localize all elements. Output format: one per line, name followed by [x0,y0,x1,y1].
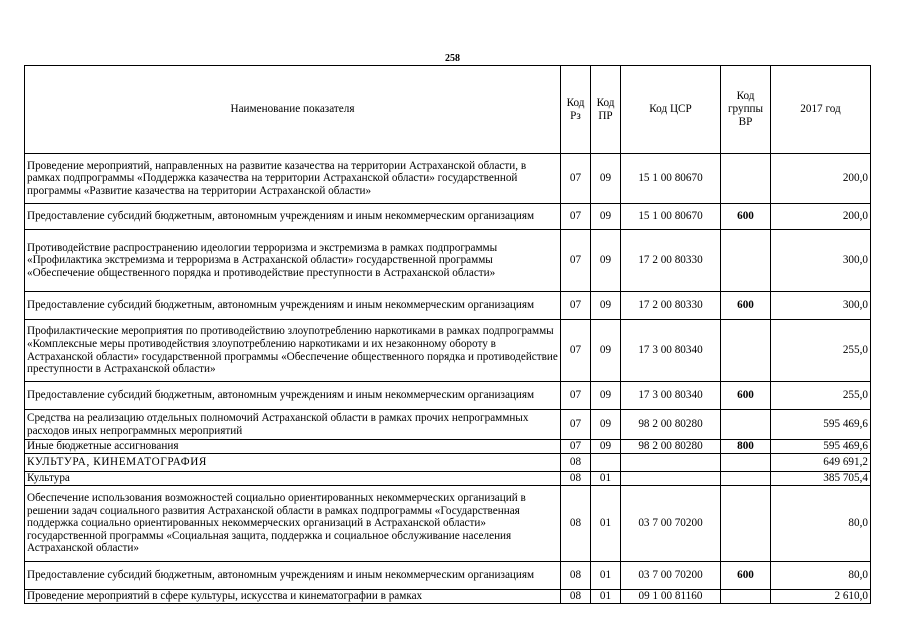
row-amount: 385 705,4 [771,472,871,486]
row-rz: 07 [561,204,591,230]
row-vr: 600 [721,204,771,230]
row-csr: 17 3 00 80340 [621,382,721,410]
row-amount: 2 610,0 [771,590,871,604]
row-csr: 03 7 00 70200 [621,486,721,562]
row-vr [721,590,771,604]
budget-table [24,65,871,604]
row-csr: 17 2 00 80330 [621,292,721,320]
row-name: Обеспечение использования возможностей социально ориентированных некоммерческих организаций в решении задач социального развития Астраханской области в рамках подпрограммы «Государственная поддержка социально ориентированных некоммерческих организаций в Астраханской области» государственной программы «Социальная защита, поддержка и социальное обслуживание населения Астраханской области» [25,486,561,562]
row-csr: 09 1 00 81160 [621,590,721,604]
row-rz: 07 [561,230,591,292]
row-csr: 17 2 00 80330 [621,230,721,292]
table-row [25,440,871,454]
row-amount: 255,0 [771,382,871,410]
row-amount: 80,0 [771,562,871,590]
row-vr: 800 [721,440,771,454]
table-row [25,382,871,410]
row-rz: 08 [561,562,591,590]
row-pr: 01 [591,486,621,562]
row-name: Предоставление субсидий бюджетным, автономным учреждениям и иным некоммерческим организациям [25,562,561,590]
row-csr: 98 2 00 80280 [621,440,721,454]
row-csr: 03 7 00 70200 [621,562,721,590]
header-pr: Код ПР [591,66,621,154]
row-pr: 09 [591,440,621,454]
row-csr: 98 2 00 80280 [621,410,721,440]
table-row [25,292,871,320]
row-rz: 07 [561,410,591,440]
header-vr: Код группы ВР [721,66,771,154]
row-amount: 649 691,2 [771,454,871,472]
row-amount: 595 469,6 [771,440,871,454]
row-name: Предоставление субсидий бюджетным, автономным учреждениям и иным некоммерческим организациям [25,204,561,230]
row-name: Проведение мероприятий в сфере культуры, искусства и кинематографии в рамках [25,590,561,604]
table-row [25,230,871,292]
row-pr: 09 [591,320,621,382]
row-vr [721,472,771,486]
row-pr: 01 [591,472,621,486]
row-name: Проведение мероприятий, направленных на развитие казачества на территории Астраханской области, в рамках подпрограммы «Поддержка казачества на территории Астраханской области» государственной программы «Развитие казачества на территории Астраханской области» [25,154,561,204]
row-amount: 200,0 [771,154,871,204]
row-rz: 08 [561,472,591,486]
row-pr: 09 [591,382,621,410]
table-row [25,154,871,204]
table-row [25,204,871,230]
row-name: Культура [25,472,561,486]
row-csr: 15 1 00 80670 [621,154,721,204]
row-rz: 08 [561,454,591,472]
row-vr: 600 [721,292,771,320]
row-rz: 07 [561,440,591,454]
row-vr [721,454,771,472]
row-csr [621,472,721,486]
table-row [25,472,871,486]
row-rz: 08 [561,486,591,562]
row-amount: 300,0 [771,292,871,320]
row-pr: 09 [591,230,621,292]
header-rz: Код Рз [561,66,591,154]
row-pr: 09 [591,154,621,204]
row-name: Профилактические мероприятия по противодействию злоупотреблению наркотиками в рамках подпрограммы «Комплексные меры противодействия злоупотреблению наркотиками и их незаконному обороту в Астраханской области» государственной программы «Обеспечение общественного порядка и противодействие преступности в Астраханской области» [25,320,561,382]
row-name: Средства на реализацию отдельных полномочий Астраханской области в рамках прочих непрограммных расходов иных непрограммных мероприятий [25,410,561,440]
table-row [25,590,871,604]
header-csr: Код ЦСР [621,66,721,154]
row-amount: 80,0 [771,486,871,562]
row-vr [721,230,771,292]
row-pr [591,454,621,472]
row-csr: 15 1 00 80670 [621,204,721,230]
row-amount: 255,0 [771,320,871,382]
row-name: Предоставление субсидий бюджетным, автономным учреждениям и иным некоммерческим организациям [25,292,561,320]
row-vr: 600 [721,562,771,590]
row-pr: 01 [591,562,621,590]
row-name: Противодействие распространению идеологии терроризма и экстремизма в рамках подпрограммы «Профилактика экстремизма и терроризма в Астраханской области» государственной программы «Обеспечение общественного порядка и противодействие преступности в Астраханской области» [25,230,561,292]
row-pr: 09 [591,292,621,320]
row-vr [721,410,771,440]
row-vr: 600 [721,382,771,410]
row-vr [721,154,771,204]
header-year: 2017 год [771,66,871,154]
row-pr: 09 [591,204,621,230]
table-row [25,410,871,440]
table-header-row [25,66,871,154]
table-row [25,486,871,562]
row-rz: 07 [561,292,591,320]
row-csr [621,454,721,472]
row-amount: 200,0 [771,204,871,230]
row-name: Иные бюджетные ассигнования [25,440,561,454]
row-vr [721,320,771,382]
row-rz: 07 [561,320,591,382]
row-amount: 595 469,6 [771,410,871,440]
row-name: КУЛЬТУРА, КИНЕМАТОГРАФИЯ [25,454,561,472]
table-row [25,454,871,472]
row-amount: 300,0 [771,230,871,292]
row-name: Предоставление субсидий бюджетным, автономным учреждениям и иным некоммерческим организациям [25,382,561,410]
row-csr: 17 3 00 80340 [621,320,721,382]
header-name: Наименование показателя [25,66,561,154]
row-pr: 01 [591,590,621,604]
table-row [25,320,871,382]
row-vr [721,486,771,562]
row-rz: 08 [561,590,591,604]
row-rz: 07 [561,154,591,204]
page-number: 258 [445,53,460,64]
table-row [25,562,871,590]
row-rz: 07 [561,382,591,410]
row-pr: 09 [591,410,621,440]
